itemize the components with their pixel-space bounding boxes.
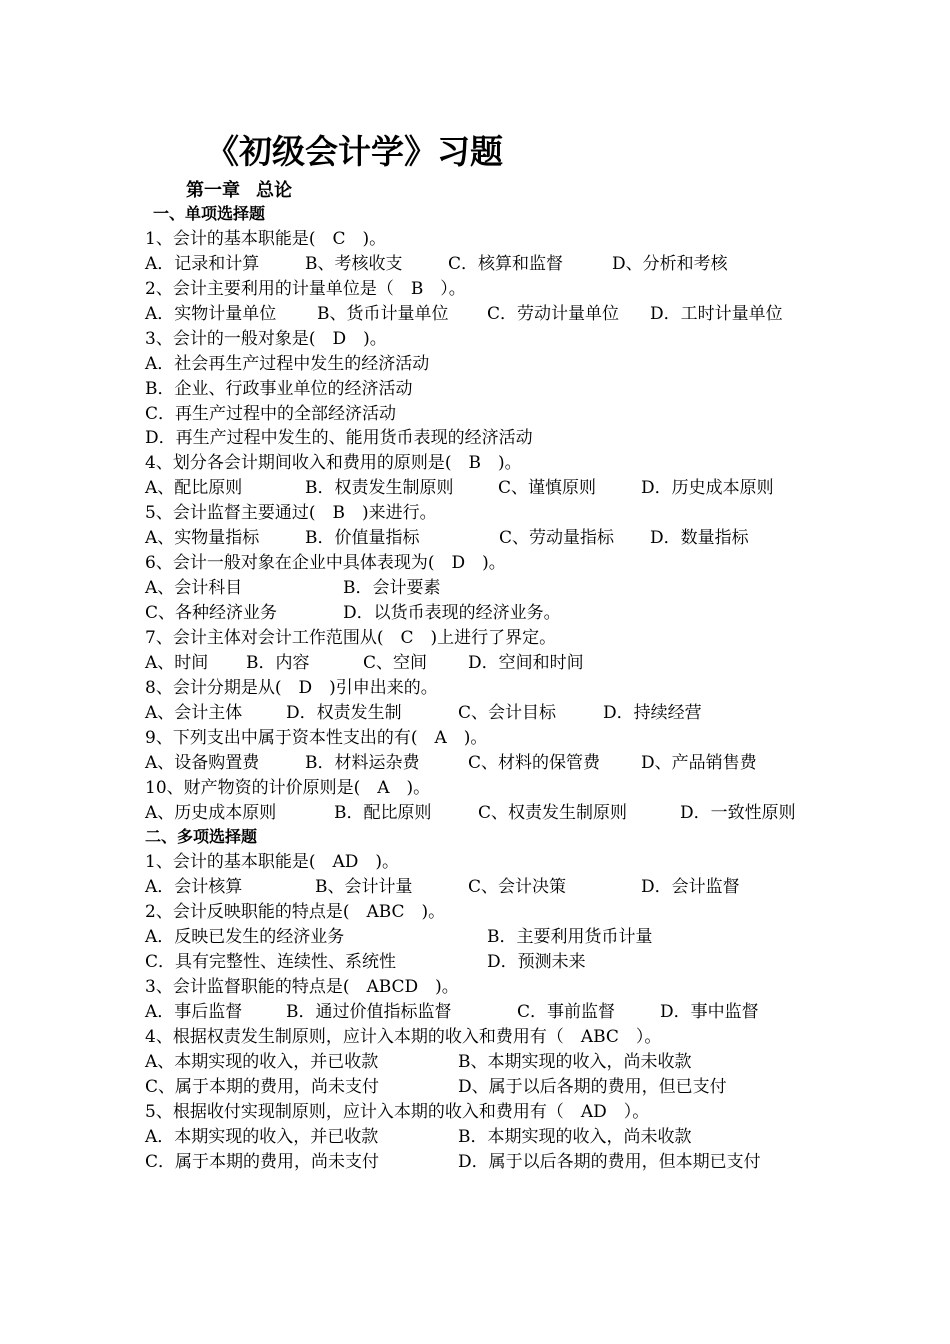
option-c: C、劳动量指标: [499, 528, 615, 549]
option-c: C、空间: [363, 652, 428, 673]
option-b: B．内容: [246, 652, 310, 673]
question-text: 2、会计反映职能的特点是( ABC )。: [145, 902, 446, 923]
option-b: D．权责发生制: [286, 702, 402, 723]
option-row: [145, 252, 945, 277]
section-heading-multi: 二、多项选择题: [145, 827, 258, 847]
option-b: B．价值量指标: [305, 528, 420, 549]
option-d: D．持续经营: [603, 702, 702, 723]
option-c: C．事前监督: [517, 1002, 616, 1022]
question-text: 3、会计监督职能的特点是( ABCD )。: [145, 977, 459, 998]
option-a: A．记录和计算: [145, 253, 260, 274]
doc-title: 《初级会计学》习题: [206, 132, 503, 171]
option-d: D．空间和时间: [468, 652, 584, 673]
question-text: 4、划分各会计期间收入和费用的原则是( B )。: [145, 453, 522, 474]
option-c: C．核算和监督: [448, 253, 564, 274]
option-b: B．配比原则: [334, 802, 432, 823]
option-a: A．事后监督: [145, 1002, 243, 1022]
question-text: 8、会计分期是从( D )引申出来的。: [145, 677, 438, 698]
option-c: C．属于本期的费用，尚未支付: [145, 1151, 380, 1172]
option-row: [145, 1075, 945, 1100]
question-text: 1、会计的基本职能是( C )。: [145, 228, 387, 249]
option-a: A、设备购置费: [145, 752, 260, 773]
option-c: C、各种经济业务: [145, 603, 278, 623]
option-row: [145, 576, 945, 601]
option-d: D、分析和考核: [612, 253, 728, 274]
question-text: 5、根据收付实现制原则，应计入本期的收入和费用有（ AD ）。: [145, 1101, 650, 1122]
option-d: D．事中监督: [660, 1002, 759, 1022]
option-c: C、会计决策: [468, 877, 567, 898]
option-b: B、货币计量单位: [317, 303, 449, 324]
option-c: C、材料的保管费: [468, 752, 601, 773]
option-b: B．通过价值指标监督: [286, 1002, 452, 1022]
option-c: C、属于本期的费用，尚未支付: [145, 1076, 380, 1097]
option-b: B．材料运杂费: [305, 752, 420, 773]
option-d: D．预测未来: [487, 952, 586, 973]
option-a: A．反映已发生的经济业务: [145, 927, 345, 948]
option-a: A．社会再生产过程中发生的经济活动: [145, 353, 430, 374]
option-b: B．会计要素: [343, 578, 441, 599]
question-text: 2、会计主要利用的计量单位是（ B ）。: [145, 278, 466, 299]
option-d: D．再生产过程中发生的、能用货币表现的经济活动: [145, 428, 533, 449]
option-c: C、会计目标: [458, 702, 557, 723]
option-d: D．以货币表现的经济业务。: [343, 603, 561, 623]
option-row: [145, 701, 945, 726]
option-d: D．数量指标: [650, 528, 749, 549]
option-a: A、会计主体: [145, 702, 243, 723]
option-row: [145, 526, 945, 551]
option-d: D．工时计量单位: [650, 303, 783, 324]
option-row: [145, 601, 945, 626]
option-row: [145, 801, 945, 826]
option-a: A、配比原则: [145, 478, 243, 499]
option-b: B．企业、行政事业单位的经济活动: [145, 378, 413, 399]
question-text: 7、会计主体对会计工作范围从( C )上进行了界定。: [145, 627, 557, 648]
option-row: [145, 751, 945, 776]
option-c: C．具有完整性、连续性、系统性: [145, 952, 397, 973]
option-a: A、历史成本原则: [145, 802, 277, 823]
option-row: [145, 476, 945, 501]
option-d: D．一致性原则: [680, 802, 796, 823]
option-d: D．属于以后各期的费用，但本期已支付: [458, 1151, 761, 1172]
option-row: [145, 651, 945, 676]
section-heading-single: 一、单项选择题: [153, 204, 266, 223]
option-b: B．本期实现的收入，尚未收款: [458, 1126, 692, 1147]
option-b: B、考核收支: [305, 253, 403, 274]
option-a: A、本期实现的收入，并已收款: [145, 1051, 379, 1072]
option-b: B、会计计量: [315, 877, 413, 898]
option-a: A、实物量指标: [145, 528, 260, 549]
chapter-number: 第一章: [186, 180, 240, 201]
option-a: A．会计核算: [145, 877, 243, 898]
question-text: 1、会计的基本职能是( AD )。: [145, 852, 399, 873]
option-row: [145, 302, 945, 327]
option-a: A、会计科目: [145, 578, 243, 599]
option-c: C．劳动计量单位: [487, 303, 620, 324]
option-row: [145, 950, 945, 975]
option-d: D．会计监督: [641, 877, 740, 898]
option-a: A、时间: [145, 652, 209, 673]
question-text: 3、会计的一般对象是( D )。: [145, 328, 387, 349]
option-row: [145, 1000, 945, 1025]
option-row: [145, 1050, 945, 1075]
option-c: C、权责发生制原则: [478, 802, 628, 823]
option-row: [145, 925, 945, 950]
option-b: B、本期实现的收入，尚未收款: [458, 1051, 692, 1072]
chapter-heading: [186, 176, 292, 202]
option-d: D．历史成本原则: [641, 478, 774, 499]
question-text: 5、会计监督主要通过( B )来进行。: [145, 503, 437, 524]
option-a: A．实物计量单位: [145, 303, 277, 324]
option-d: D、属于以后各期的费用，但已支付: [458, 1076, 727, 1097]
option-row: [145, 1125, 945, 1150]
question-body: [145, 202, 945, 1175]
option-b: B．权责发生制原则: [305, 478, 454, 499]
question-text: 9、下列支出中属于资本性支出的有( A )。: [145, 727, 488, 748]
option-b: B．主要利用货币计量: [487, 927, 653, 948]
question-text: 10、财产物资的计价原则是( A )。: [145, 777, 431, 798]
option-a: A．本期实现的收入，并已收款: [145, 1126, 379, 1147]
question-text: 6、会计一般对象在企业中具体表现为( D )。: [145, 553, 506, 574]
chapter-name: 总论: [256, 180, 292, 201]
option-c: C、谨慎原则: [498, 478, 597, 499]
question-text: 4、根据权责发生制原则，应计入本期的收入和费用有（ ABC ）。: [145, 1026, 662, 1047]
option-row: [145, 875, 945, 900]
option-c: C．再生产过程中的全部经济活动: [145, 403, 397, 424]
option-d: D、产品销售费: [641, 752, 757, 773]
option-row: [145, 1150, 945, 1175]
